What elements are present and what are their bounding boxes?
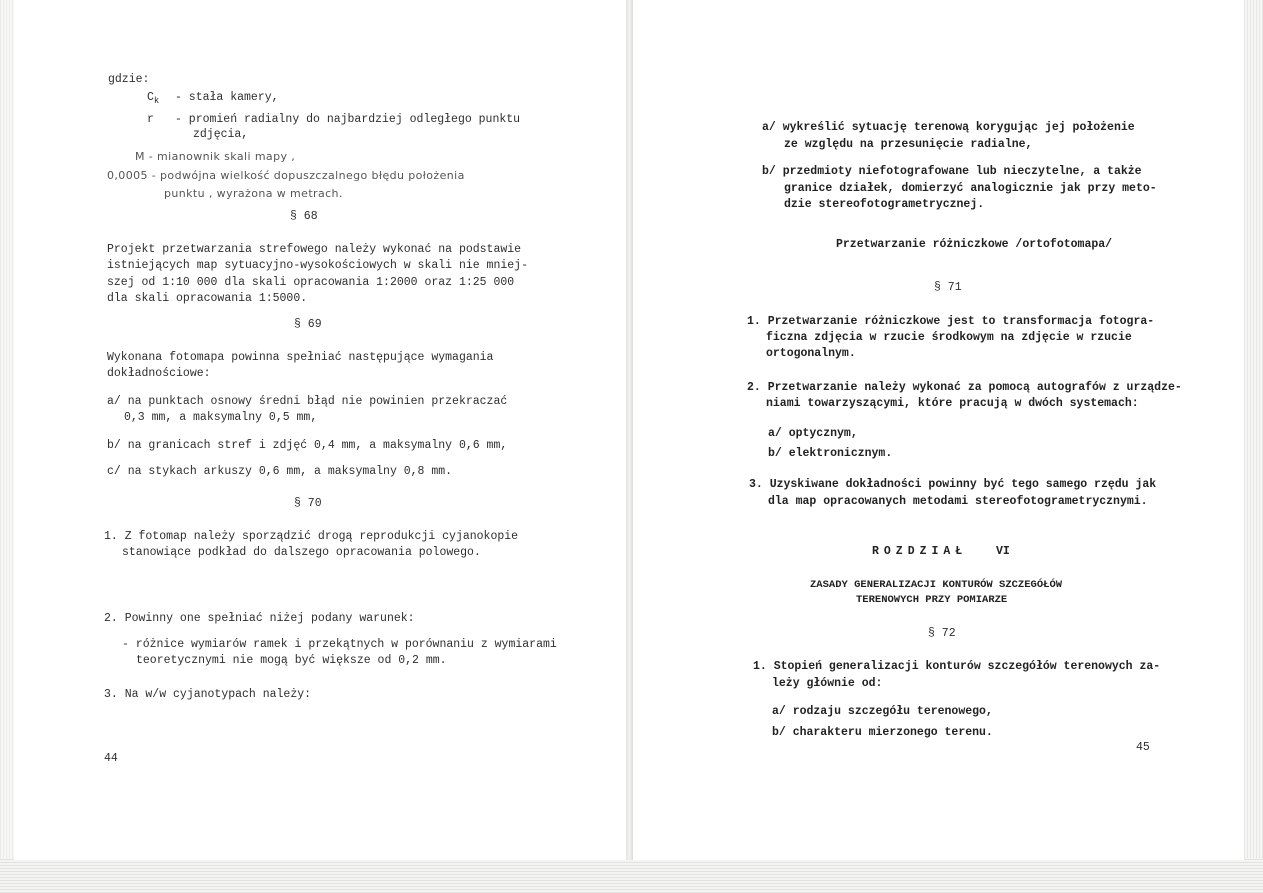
s70-p3: 3. Na w/w cyjanotypach należy: [104,688,312,701]
s69-item-c: c/ na stykach arkuszy 0,6 mm, a maksymalny 0,8 mm. [107,465,453,478]
page-number-right: 45 [1136,741,1150,754]
page-edge-left [0,0,14,893]
s72-p1-line-2: leży głównie od: [772,677,883,690]
s68-line-3: szej od 1:10 000 dla skali opracowania 1:2000 oraz 1:25 000 [107,276,515,289]
ck-symbol: $C_k$ [147,91,160,106]
s72-item-b: b/ charakteru mierzonego terenu. [772,726,993,739]
right-item-a-1: a/ wykreślić sytuację terenową korygując jej położenie [762,121,1135,134]
s69-item-a-1: a/ na punktach osnowy średni błąd nie powinien przekraczać [107,395,508,408]
book-gutter [626,0,633,860]
section-68-heading: § 68 [290,210,318,223]
s71-p2-item-a: a/ optycznym, [768,427,858,440]
s69-item-b: b/ na granicach stref i zdjęć 0,4 mm, a maksymalny 0,6 mm, [107,439,508,452]
r-definition-line-1: - promień radialny do najbardziej odległego punktu [175,113,521,126]
left-page [14,0,627,860]
s70-p1-line-1: 1. Z fotomap należy sporządzić drogą reprodukcji cyjanokopie [104,530,519,543]
s69-item-a-2: 0,3 mm, a maksymalny 0,5 mm, [124,411,318,424]
section-69-heading: § 69 [294,318,322,331]
s72-item-a: a/ rodzaju szczegółu terenowego, [772,705,993,718]
page-edge-bottom [0,858,1263,893]
chapter-title-line-2: TERENOWYCH PRZY POMIARZE [856,594,1008,606]
m-definition: M - mianownik skali mapy , [135,150,296,163]
s68-line-1: Projekt przetwarzania strefowego należy wykonać na podstawie [107,243,522,256]
chapter-number: VI [996,545,1010,558]
s71-p3-line-2: dla map opracowanych metodami stereofotogrametrycznymi. [768,495,1148,508]
right-item-b-1: b/ przedmioty niefotografowane lub nieczytelne, a także [762,165,1142,178]
s68-line-2: istniejących map sytuacyjno-wysokościowych w skali nie mniej- [107,259,528,272]
r-definition-line-2: zdjęcia, [193,128,249,141]
s69-intro-1: Wykonana fotomapa powinna spełniać następujące wymagania [107,351,494,364]
section-71-heading: § 71 [934,281,962,294]
ck-definition: - stała kamery, [175,91,279,104]
section-72-heading: § 72 [928,627,956,640]
s71-p3-line-1: 3. Uzyskiwane dokładności powinny być tego samego rzędu jak [749,478,1157,491]
value-definition-line-1: 0,0005 - podwójna wielkość dopuszczalnego błędu położenia [107,169,465,182]
s72-p1-line-1: 1. Stopień generalizacji konturów szczegółów terenowych za- [753,660,1161,673]
s71-p1-line-1: 1. Przetwarzanie różniczkowe jest to transformacja fotogra- [747,315,1155,328]
s71-p1-line-2: ficzna zdjęcia w rzucie środkowym na zdjęcie w rzucie [766,331,1132,344]
where-label: gdzie: [108,73,150,86]
s71-p2-item-b: b/ elektronicznym. [768,447,893,460]
s69-intro-2: dokładnościowe: [107,367,211,380]
right-item-b-3: dzie stereofotogrametrycznej. [784,198,985,211]
right-item-b-2: granice działek, domierzyć analogicznie jak przy meto- [784,182,1157,195]
page-edge-right [1244,0,1263,893]
r-symbol: r [147,113,154,126]
chapter-label: ROZDZIAŁ [872,545,968,558]
s70-p2-item-1: - różnice wymiarów ramek i przekątnych w porównaniu z wymiarami [122,638,557,651]
section-title-ortofotomapa: Przetwarzanie różniczkowe /ortofotomapa/ [836,238,1113,251]
s71-p1-line-3: ortogonalnym. [766,347,856,360]
right-item-a-2: ze względu na przesunięcie radialne, [784,138,1033,151]
s68-line-4: dla skali opracowania 1:5000. [107,292,308,305]
s71-p2-line-2: niami towarzyszącymi, które pracują w dwóch systemach: [766,397,1139,410]
chapter-title-line-1: ZASADY GENERALIZACJI KONTURÓW SZCZEGÓŁÓW [810,579,1063,591]
s70-p2: 2. Powinny one spełniać niżej podany warunek: [104,612,415,625]
s71-p2-line-1: 2. Przetwarzanie należy wykonać za pomocą autografów z urządze- [747,381,1182,394]
s70-p2-item-2: teoretycznymi nie mogą być większe od 0,2 mm. [136,654,447,667]
section-70-heading: § 70 [294,497,322,510]
value-definition-line-2: punktu , wyrażona w metrach. [164,187,343,200]
s70-p1-line-2: stanowiące podkład do dalszego opracowania polowego. [122,546,481,559]
page-number-left: 44 [104,752,118,765]
